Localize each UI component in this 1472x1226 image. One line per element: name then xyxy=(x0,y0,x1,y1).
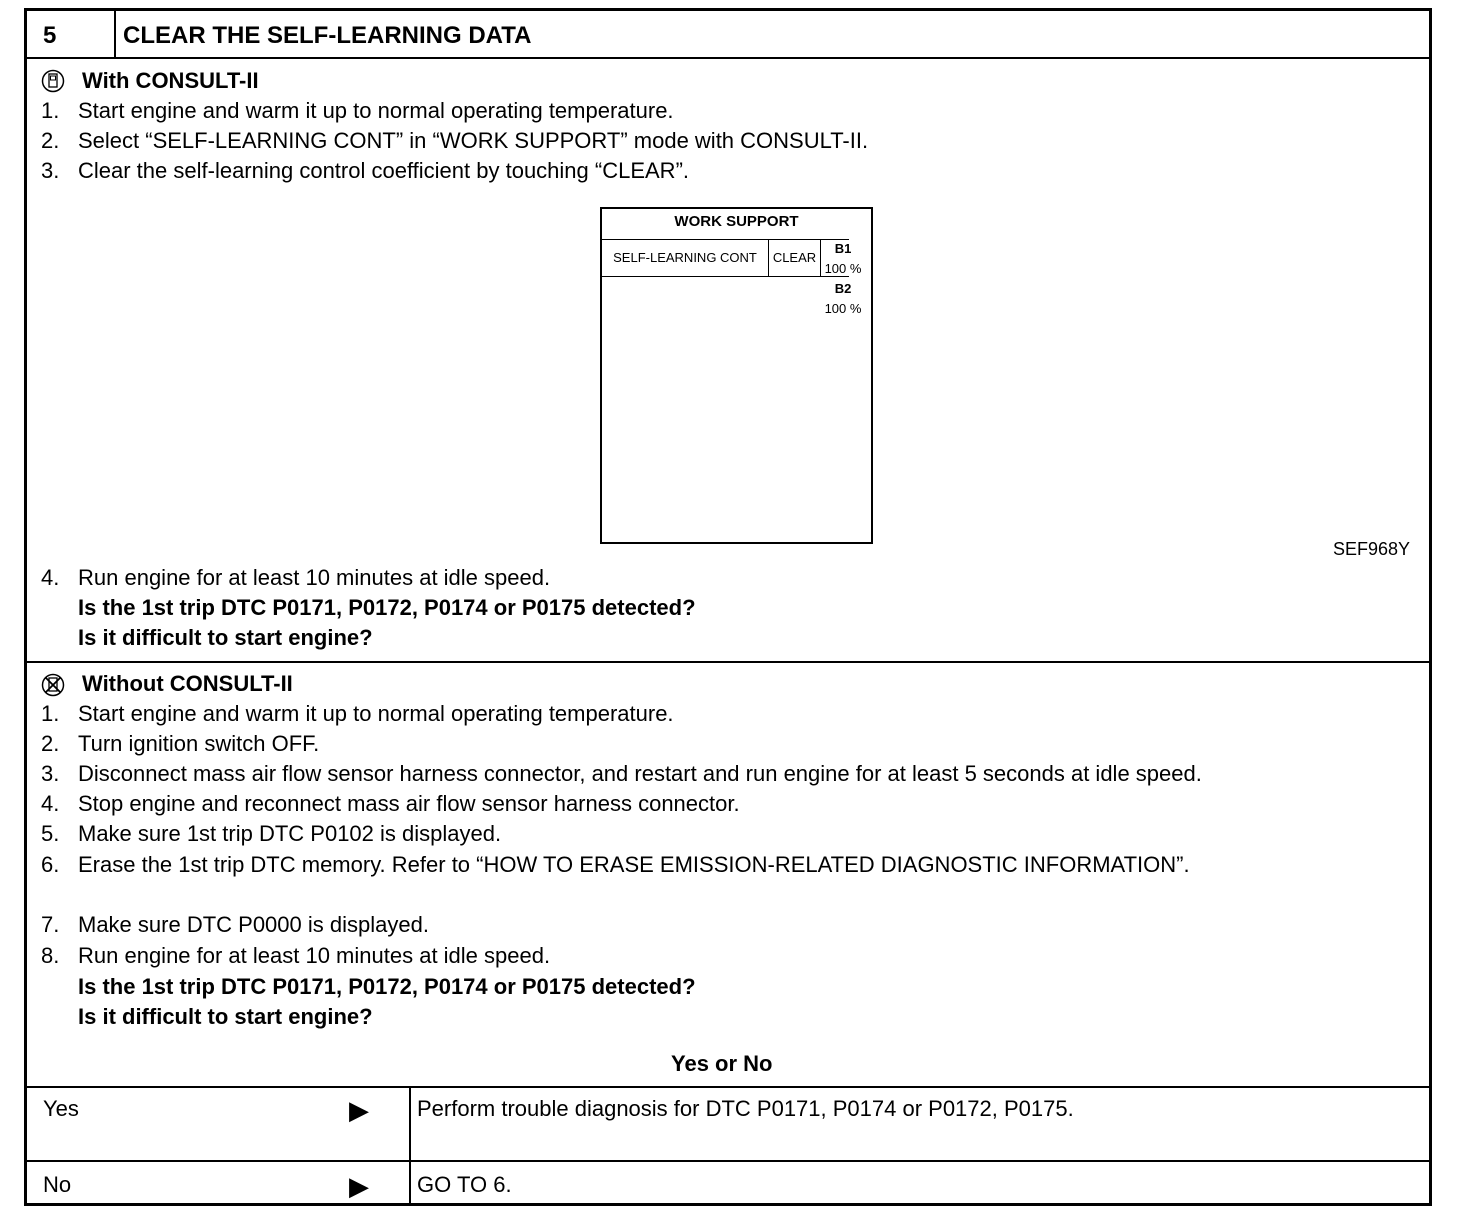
with-consult-heading: With CONSULT-II xyxy=(82,68,259,93)
screen-item-row xyxy=(602,239,849,277)
header-rule xyxy=(27,57,1429,59)
step-number-label: 5. xyxy=(41,821,60,846)
decision-row-rule xyxy=(27,1160,1429,1162)
clear-button[interactable]: CLEAR xyxy=(769,240,821,276)
without-step-7: Make sure DTC P0000 is displayed. xyxy=(78,912,429,937)
section-rule xyxy=(27,661,1429,663)
step-number-label: 1. xyxy=(41,701,60,726)
no-consult-icon xyxy=(41,673,65,697)
decision-divider xyxy=(409,1086,411,1206)
with-question-1: Is the 1st trip DTC P0171, P0172, P0174 or P0175 detected? xyxy=(78,595,696,620)
without-step-2: Turn ignition switch OFF. xyxy=(78,731,320,756)
b1-value: 100 % xyxy=(824,261,862,276)
no-label: No xyxy=(43,1172,72,1197)
step-number-label: 4. xyxy=(41,791,60,816)
without-step-4: Stop engine and reconnect mass air flow sensor harness connector. xyxy=(78,791,740,816)
step-number-label: 6. xyxy=(41,852,60,877)
figure-code: SEF968Y xyxy=(1333,539,1411,559)
self-learning-item: SELF-LEARNING CONT xyxy=(602,240,769,276)
without-step-5: Make sure 1st trip DTC P0102 is displayed. xyxy=(78,821,502,846)
with-step-2: Select “SELF-LEARNING CONT” in “WORK SUPPORT” mode with CONSULT-II. xyxy=(78,128,869,153)
without-question-1: Is the 1st trip DTC P0171, P0172, P0174 or P0175 detected? xyxy=(78,974,696,999)
yes-or-no-prompt: Yes or No xyxy=(671,1051,773,1076)
with-step-4: Run engine for at least 10 minutes at idle speed. xyxy=(78,565,551,590)
screen-title: WORK SUPPORT xyxy=(674,213,799,230)
without-consult-heading: Without CONSULT-II xyxy=(82,671,293,696)
step-number-label: 8. xyxy=(41,943,60,968)
decision-rule xyxy=(27,1086,1429,1088)
step-title: CLEAR THE SELF-LEARNING DATA xyxy=(123,22,532,49)
consult-tester-icon xyxy=(41,69,65,93)
with-step-3: Clear the self-learning control coefficient by touching “CLEAR”. xyxy=(78,158,690,183)
procedure-table xyxy=(24,8,1432,1206)
b2-label: B2 xyxy=(834,281,852,296)
step-number-label: 1. xyxy=(41,98,60,123)
b1-label: B1 xyxy=(834,241,852,256)
work-support-screen xyxy=(600,207,873,544)
yes-label: Yes xyxy=(43,1096,79,1121)
step-number-label: 2. xyxy=(41,731,60,756)
no-action: GO TO 6. xyxy=(417,1172,512,1197)
step-number-label: 3. xyxy=(41,761,60,786)
with-question-2: Is it difficult to start engine? xyxy=(78,625,373,650)
step-number: 5 xyxy=(43,22,57,49)
b2-value: 100 % xyxy=(824,301,862,316)
step-number-label: 4. xyxy=(41,565,60,590)
right-triangle-arrow-icon: ▶ xyxy=(349,1095,369,1125)
without-step-3: Disconnect mass air flow sensor harness connector, and restart and run engine for at least 5 seconds at idle speed. xyxy=(78,761,1202,786)
step-number-label: 7. xyxy=(41,912,60,937)
step-number-label: 3. xyxy=(41,158,60,183)
without-step-8: Run engine for at least 10 minutes at idle speed. xyxy=(78,943,551,968)
without-question-2: Is it difficult to start engine? xyxy=(78,1004,373,1029)
yes-action: Perform trouble diagnosis for DTC P0171, P0174 or P0172, P0175. xyxy=(417,1096,1074,1121)
step-number-label: 2. xyxy=(41,128,60,153)
with-step-1: Start engine and warm it up to normal operating temperature. xyxy=(78,98,674,123)
without-step-6: Erase the 1st trip DTC memory. Refer to “HOW TO ERASE EMISSION-RELATED DIAGNOSTIC INFORMATION”. xyxy=(78,852,1190,877)
without-step-1: Start engine and warm it up to normal operating temperature. xyxy=(78,701,674,726)
right-triangle-arrow-icon: ▶ xyxy=(349,1171,369,1201)
header-divider xyxy=(114,11,116,57)
